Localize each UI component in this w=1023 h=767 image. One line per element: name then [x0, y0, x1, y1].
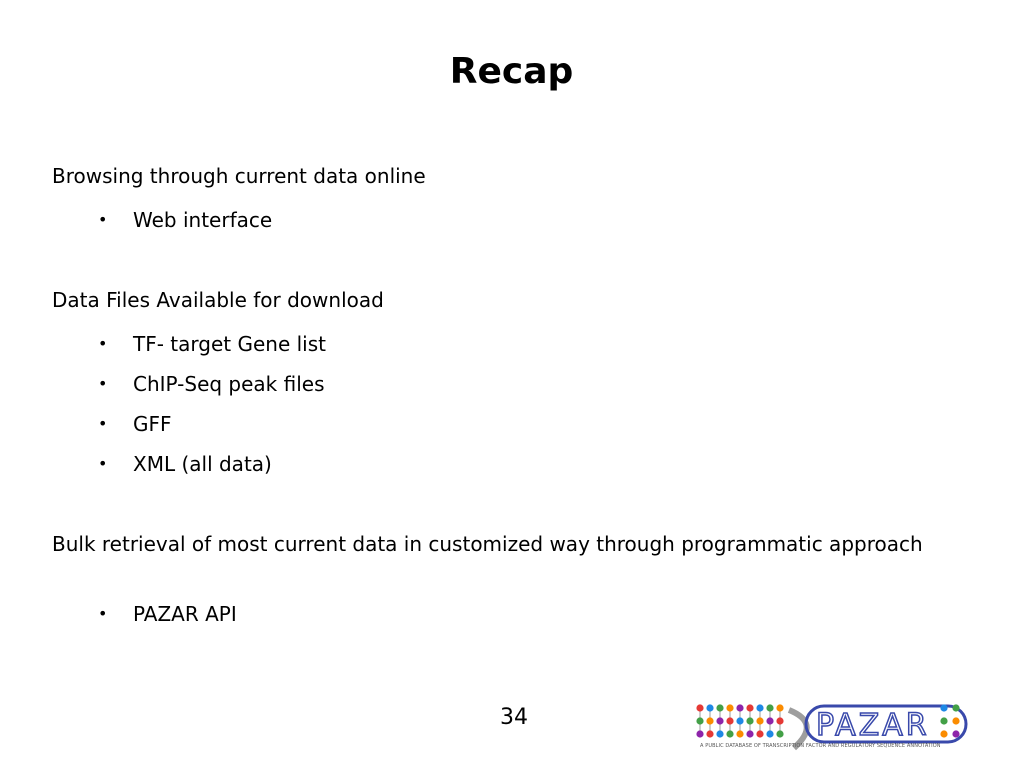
section-heading-browsing: Browsing through current data online [52, 164, 426, 188]
logo-bead [746, 704, 753, 711]
logo-bead [756, 730, 763, 737]
bullet-icon: • [98, 210, 108, 229]
logo-bead [940, 730, 947, 737]
logo-bead [706, 730, 713, 737]
slide-title: Recap [449, 51, 574, 92]
logo-bead [716, 704, 723, 711]
logo-wordmark: PAZAR [816, 708, 930, 743]
logo-bead [952, 704, 959, 711]
logo-bead [736, 717, 743, 724]
section-heading-bulk-retrieval: Bulk retrieval of most current data in customized way through programmatic approach [52, 532, 923, 556]
bullet-icon: • [98, 414, 108, 433]
logo-bead [706, 704, 713, 711]
logo-bead [726, 717, 733, 724]
logo-bead [746, 730, 753, 737]
logo-bead [736, 704, 743, 711]
logo-tagline: A PUBLIC DATABASE OF TRANSCRIPTION FACTOR AND REGULATORY SEQUENCE ANNOTATION [700, 743, 941, 749]
logo-bead [776, 717, 783, 724]
logo-bead [736, 730, 743, 737]
logo-bead [766, 730, 773, 737]
bullet-icon: • [98, 374, 108, 393]
logo-bead [756, 704, 763, 711]
bullet-text: PAZAR API [133, 602, 237, 626]
logo-bead [766, 717, 773, 724]
bullet-text: GFF [133, 412, 172, 436]
section-heading-data-files: Data Files Available for download [52, 288, 384, 312]
logo-bead [726, 730, 733, 737]
logo-bead [952, 730, 959, 737]
logo-bead [940, 704, 947, 711]
bullet-text: Web interface [133, 208, 273, 232]
logo-bead [726, 704, 733, 711]
bullet-icon: • [98, 604, 108, 623]
logo-bead [756, 717, 763, 724]
logo-bead [706, 717, 713, 724]
logo-bead [776, 704, 783, 711]
bullet-text: XML (all data) [133, 452, 272, 476]
bullet-icon: • [98, 334, 108, 353]
logo-bead [766, 704, 773, 711]
bullet-icon: • [98, 454, 108, 473]
logo-bead [746, 717, 753, 724]
logo-bead [940, 717, 947, 724]
bullet-text: ChIP-Seq peak files [133, 372, 325, 396]
bullet-text: TF- target Gene list [133, 332, 326, 356]
logo-bead [776, 730, 783, 737]
logo-bead [716, 717, 723, 724]
logo-bead [696, 730, 703, 737]
logo-bead [952, 717, 959, 724]
logo-bead [696, 704, 703, 711]
logo-bead [716, 730, 723, 737]
dna-beads [696, 704, 783, 737]
logo-bead [696, 717, 703, 724]
page-number: 34 [500, 705, 528, 730]
